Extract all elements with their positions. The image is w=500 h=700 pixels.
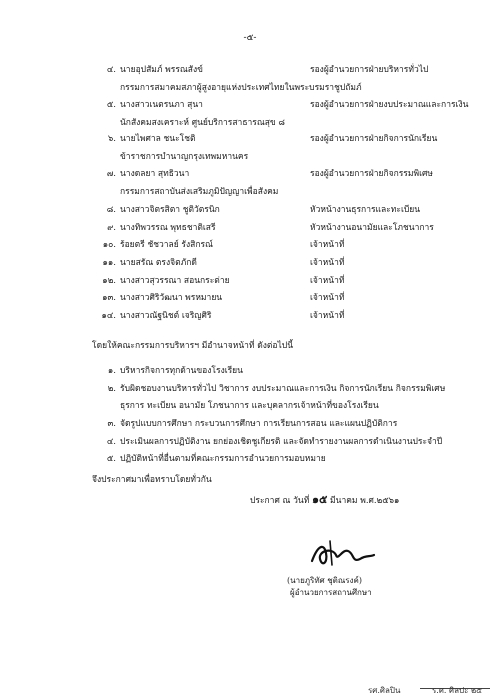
duty-number: ๑.: [107, 366, 116, 376]
member-name: นางสาวณัฐนิชต์ เจริญศิริ: [120, 311, 212, 321]
member-position: หัวหน้างานอนามัยและโภชนาการ: [310, 223, 434, 233]
closing-statement: จึงประกาศมาเพื่อทราบโดยทั่วกัน: [92, 475, 212, 485]
duty-number: ๒.: [107, 384, 116, 394]
member-number: ๕.: [106, 100, 116, 110]
duty-number: ๕.: [106, 454, 116, 464]
duties-intro: โดยให้คณะกรรมการบริหารฯ มีอำนาจหน้าที่ ดังต่อไปนี้: [92, 341, 294, 351]
member-row: [0, 131, 500, 145]
member-name: นางสาวสุวรรณา สอนกระต่าย: [120, 276, 230, 286]
duty-number: ๔.: [106, 437, 116, 447]
member-row: [0, 255, 500, 269]
member-row: [0, 62, 500, 76]
member-position: รองผู้อำนวยการฝ่ายกิจกรรมพิเศษ: [310, 169, 433, 179]
footer-note-left: รศ.ศิลปิน: [368, 686, 401, 695]
member-position: รองผู้อำนวยการฝ่ายบริหารทั่วไป: [310, 65, 429, 75]
member-row: [0, 220, 500, 234]
announcement-date: [250, 490, 399, 508]
member-number: ๘.: [106, 205, 116, 215]
duty-text: รับผิดชอบงานบริหารทั่วไป วิชาการ งบประมาณและการเงิน กิจการนักเรียน กิจกรรมพิเศษ: [120, 384, 446, 394]
member-number: ๑๒.: [102, 276, 116, 286]
date-day: ๑๕: [312, 493, 328, 506]
member-number: ๑๔.: [101, 311, 116, 321]
member-number: ๑๑.: [102, 258, 116, 268]
member-row: [0, 308, 500, 322]
member-name: นางทิพวรรณ พุทธชาติเสรี: [120, 223, 216, 233]
member-position: เจ้าหน้าที่: [310, 258, 345, 268]
page-number: -๕-: [243, 33, 257, 43]
member-extra: นักสังคมสงเคราะห์ ศูนย์บริการสาธารณสุข ๘: [120, 118, 285, 128]
member-position: เจ้าหน้าที่: [310, 240, 345, 250]
duty-text: ปฏิบัติหน้าที่อื่นตามที่คณะกรรมการอำนวยการมอบหมาย: [120, 454, 326, 464]
member-position: รองผู้อำนวยการฝ่ายงบประมาณและการเงิน: [310, 100, 469, 110]
member-name: นางสาวจิตรสิตา ชูติวัตรนิก: [120, 205, 220, 215]
member-position: หัวหน้างานธุรการและทะเบียน: [310, 205, 421, 215]
member-row: [0, 237, 500, 251]
date-prefix: ประกาศ ณ วันที่: [250, 496, 310, 506]
member-position: เจ้าหน้าที่: [310, 311, 345, 321]
member-number: ๔.: [106, 65, 116, 75]
member-row: [0, 290, 500, 304]
duty-text: บริหารกิจการทุกด้านของโรงเรียน: [120, 366, 243, 376]
member-number: ๑๐.: [102, 240, 116, 250]
member-name: นางสาวเนตรนภา สุนา: [120, 100, 203, 110]
member-position: เจ้าหน้าที่: [310, 293, 345, 303]
member-row: [0, 166, 500, 180]
member-number: ๑๓.: [102, 293, 116, 303]
duty-text: ธุรการ ทะเบียน อนามัย โภชนาการ และบุคลากรเจ้าหน้าที่ของโรงเรียน: [120, 401, 379, 411]
member-number: ๙.: [107, 223, 116, 233]
signer-name: (นายภูริทัศ ชุติณรงค์): [287, 576, 362, 585]
member-number: ๗.: [106, 169, 116, 179]
member-name: นายอุปสัมภ์ พรรณสังข์: [120, 65, 203, 75]
date-rest: มีนาคม พ.ศ.๒๕๖๑: [330, 496, 400, 506]
member-position: เจ้าหน้าที่: [310, 276, 345, 286]
member-extra: ข้าราชการบำนาญกรุงเทพมหานคร: [120, 152, 249, 162]
footer-note-right: ร.ศ. ศิลปะ ๒๕: [432, 686, 483, 695]
member-row: [0, 202, 500, 216]
duty-text: ประเมินผลการปฏิบัติงาน ยกย่องเชิดชูเกียรติ และจัดทำรายงานผลการดำเนินงานประจำปี: [120, 437, 443, 447]
member-extra: กรรมการสถาบันส่งเสริมภูมิปัญญาเพื่อสังคม: [120, 187, 279, 197]
member-number: ๖.: [107, 134, 116, 144]
member-position: รองผู้อำนวยการฝ่ายกิจการนักเรียน: [310, 134, 438, 144]
member-row: [0, 273, 500, 287]
member-name: นางดลยา สุทธิวนา: [120, 169, 190, 179]
member-row: [0, 97, 500, 111]
duty-number: ๓.: [107, 419, 116, 429]
member-name: นางสาวศิริวัฒนา พรหมายน: [120, 293, 223, 303]
signer-title: ผู้อำนวยการสถานศึกษา: [290, 588, 372, 597]
member-extra: กรรมการสมาคมสภาผู้สูงอายุแห่งประเทศไทยในพระบรมราชูปถัมภ์: [120, 83, 362, 93]
signature-image: [308, 535, 378, 575]
member-name: ร้อยตรี ชัชวาลย์ รังสิกรณ์: [120, 240, 213, 250]
member-name: นายสรัณ ตรงจิตภักดี: [120, 258, 197, 268]
member-name: นายไพศาล ชนะโชติ: [120, 134, 196, 144]
duty-text: จัดรูปแบบการศึกษา กระบวนการศึกษา การเรียนการสอน และแผนปฏิบัติการ: [120, 419, 398, 429]
